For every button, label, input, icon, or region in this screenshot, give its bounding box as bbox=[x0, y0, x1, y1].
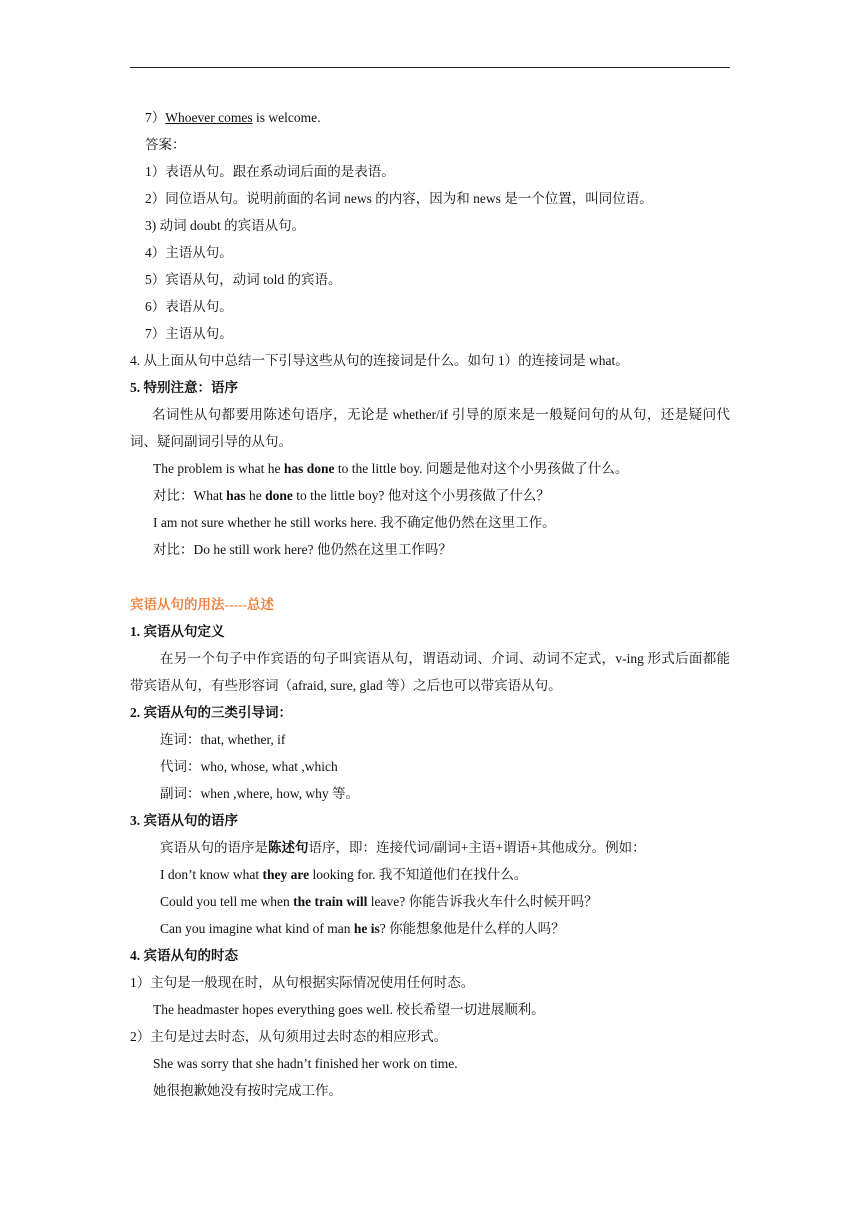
example-4: 对比：Do he still work here? 他仍然在这里工作吗？ bbox=[153, 542, 452, 557]
question-4: 4. 从上面从句中总结一下引导这些从句的连接词是什么。如句 1）的连接词是 what。 bbox=[130, 353, 629, 368]
example-2 bbox=[153, 486, 550, 506]
example-text: leave? 你能告诉我火车什么时候开吗？ bbox=[367, 894, 598, 909]
heading-connectors: 2. 宾语从句的三类引导词： bbox=[130, 705, 292, 720]
rule-text: 宾语从句的语序是 bbox=[160, 840, 268, 855]
connector-pronouns: 代词：who, whose, what ,which bbox=[160, 759, 338, 774]
example-text: to the little boy? 他对这个小男孩做了什么？ bbox=[292, 488, 550, 503]
underlined-subject-clause: Whoever comes bbox=[165, 110, 253, 125]
tense-example-2: She was sorry that she hadn’t finished her work on time. bbox=[153, 1056, 458, 1071]
answer-label: 答案： bbox=[145, 137, 186, 152]
example-3: I am not sure whether he still works here. 我不确定他仍然在这里工作。 bbox=[153, 515, 556, 530]
connector-adverbs: 副词：when ,where, how, why 等。 bbox=[160, 786, 359, 801]
bold-text: he is bbox=[353, 921, 380, 936]
example-text: ? 你能想象他是什么样的人吗？ bbox=[379, 921, 565, 936]
answer-5: 5）宾语从句，动词 told 的宾语。 bbox=[145, 272, 342, 287]
example-text: Could you tell me when bbox=[160, 894, 294, 909]
example-text: I don’t know what bbox=[160, 867, 263, 882]
tense-rule-2: 2）主句是过去时态，从句须用过去时态的相应形式。 bbox=[130, 1029, 448, 1044]
example-7 bbox=[160, 919, 565, 939]
example-text: to the little boy. 问题是他对这个小男孩做了什么。 bbox=[334, 461, 629, 476]
heading-tense: 4. 宾语从句的时态 bbox=[130, 948, 238, 963]
bold-text: done bbox=[265, 488, 293, 503]
tense-example-2-translation: 她很抱歉她没有按时完成工作。 bbox=[153, 1083, 342, 1098]
bold-text: the train will bbox=[293, 894, 368, 909]
tense-rule-1: 1）主句是一般现在时，从句根据实际情况使用任何时态。 bbox=[130, 975, 475, 990]
paragraph-word-order: 名词性从句都要用陈述句语序，无论是 whether/if 引导的原来是一般疑问句的从句，还是疑问代词、疑问副词引导的从句。 bbox=[130, 407, 730, 449]
answer-7: 7）主语从句。 bbox=[145, 326, 233, 341]
bold-text: has done bbox=[283, 461, 335, 476]
section-title: 宾语从句的用法-----总述 bbox=[130, 597, 274, 612]
example-text: he bbox=[245, 488, 266, 503]
example-5 bbox=[160, 865, 527, 885]
answer-4: 4）主语从句。 bbox=[145, 245, 233, 260]
example-text: 对比：What bbox=[153, 488, 227, 503]
paragraph-definition: 在另一个句子中作宾语的句子叫宾语从句，谓语动词、介词、动词不定式，v-ing 形式后面都能带宾语从句，有些形容词（afraid, sure, glad 等）之后也可以带宾语从句。 bbox=[130, 651, 730, 693]
rule-text: 语序，即：连接代词/副词+主语+谓语+其他成分。例如： bbox=[308, 840, 646, 855]
bold-text: they are bbox=[262, 867, 310, 882]
heading-word-order-2: 3. 宾语从句的语序 bbox=[130, 813, 238, 828]
answer-1: 1）表语从句。跟在系动词后面的是表语。 bbox=[145, 164, 395, 179]
word-order-rule bbox=[160, 838, 646, 858]
example-text: The problem is what he bbox=[153, 461, 284, 476]
bold-text: has bbox=[226, 488, 246, 503]
example-text: looking for. 我不知道他们在找什么。 bbox=[309, 867, 528, 882]
bold-text: 陈述句 bbox=[268, 840, 309, 855]
header-rule bbox=[130, 67, 730, 68]
line-prefix: 7） bbox=[145, 110, 166, 125]
example-6 bbox=[160, 892, 598, 912]
answer-6: 6）表语从句。 bbox=[145, 299, 233, 314]
example-text: Can you imagine what kind of man bbox=[160, 921, 354, 936]
heading-definition: 1. 宾语从句定义 bbox=[130, 624, 225, 639]
example-1 bbox=[153, 459, 628, 479]
answer-2: 2）同位语从句。说明前面的名词 news 的内容，因为和 news 是一个位置，叫同位语。 bbox=[145, 191, 653, 206]
line-rest: is welcome. bbox=[252, 110, 321, 125]
line-7 bbox=[145, 108, 320, 128]
answer-3: 3) 动词 doubt 的宾语从句。 bbox=[145, 218, 306, 233]
tense-example-1: The headmaster hopes everything goes well. 校长希望一切进展顺利。 bbox=[153, 1002, 545, 1017]
connector-conjunctions: 连词：that, whether, if bbox=[160, 732, 286, 747]
heading-word-order: 5. 特别注意：语序 bbox=[130, 380, 238, 395]
